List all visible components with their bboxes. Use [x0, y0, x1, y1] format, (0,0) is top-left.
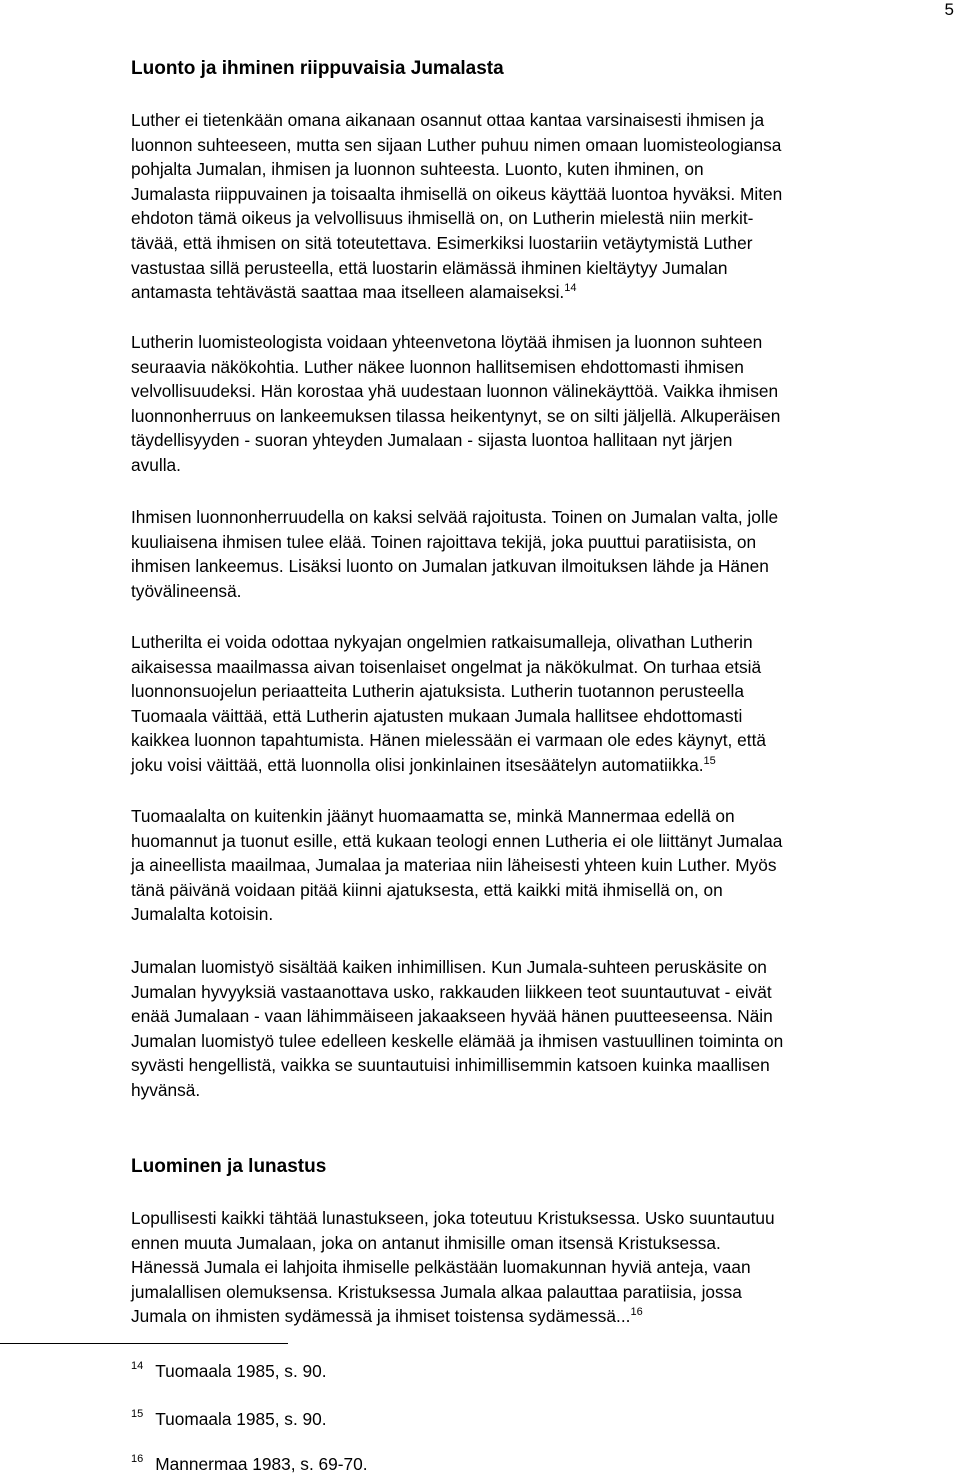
- text-line: aikaisessa maailmassa aivan toisenlaiset ongelmat ja näkökulmat. On turhaa etsiä: [131, 656, 762, 677]
- paragraph-5: [131, 804, 960, 927]
- page-number: 5: [944, 0, 954, 19]
- footnote-ref[interactable]: 14: [564, 282, 577, 295]
- text-line: ja aineellista maailmaa, Jumalaa ja materiaa niin läheisesti yhteen kuin Luther. Myös: [131, 855, 777, 876]
- footnote-16: [131, 1448, 368, 1475]
- paragraph-6: [131, 955, 960, 1103]
- footnote-ref[interactable]: 16: [630, 1306, 643, 1319]
- footnote-ref[interactable]: 15: [703, 754, 716, 767]
- text-line: ehdoton tämä oikeus ja velvollisuus ihmisellä on, on Lutherin mielestä niin merkit-: [131, 208, 754, 229]
- text-line: joku voisi väittää, että luonnolla olisi jonkinlainen itsesäätelyn automatiikka.: [131, 754, 704, 775]
- paragraph-1: [131, 108, 960, 305]
- text-line: Luther ei tietenkään omana aikanaan osannut ottaa kantaa varsinaisesti ihmisen ja: [131, 110, 765, 130]
- text-line: tänä päivänä voidaan pitää kiinni ajatuksesta, että kaikki mitä ihmisellä on, on: [131, 879, 723, 900]
- text-line: luonnonherruus on lankeemuksen tilassa heikentynyt, se on silti jäljellä. Alkuperäisen: [131, 405, 781, 426]
- text-line: luonnonsuojelun periaatteita Lutherin ajatuksista. Lutherin tuotannon perusteella: [131, 681, 744, 702]
- text-line: Tuomaalalta on kuitenkin jäänyt huomaamatta se, minkä Mannermaa edellä on: [131, 806, 735, 826]
- text-line: pohjalta Jumalan, ihmisen ja luonnon suhteesta. Luonto, kuten ihminen, on: [131, 159, 704, 180]
- text-line: luonnon suhteeseen, mutta sen sijaan Luther puhuu nimen omaan luomisteologiansa: [131, 134, 782, 155]
- text-line: Jumala on ihmisten sydämessä ja ihmiset toistensa sydämessä...: [131, 1306, 631, 1327]
- text-line: ihmisen lankeemus. Lisäksi luonto on Jumalan jatkuvan ilmoituksen lähde ja Hänen: [131, 556, 769, 577]
- footnote-text: Mannermaa 1983, s. 69-70.: [155, 1454, 368, 1474]
- text-line: vastustaa sillä perusteella, että luostarin elämässä ihminen kieltäytyy Jumalan: [131, 257, 728, 278]
- text-line: avulla.: [131, 454, 181, 475]
- paragraph-3: [131, 505, 960, 603]
- text-line: Ihmisen luonnonherruudella on kaksi selvää rajoitusta. Toinen on Jumalan valta, jolle: [131, 507, 779, 527]
- footnote-number: 16: [131, 1453, 144, 1465]
- text-line: Tuomaala väittää, että Lutherin ajatusten mukaan Jumala hallitsee ehdottomasti: [131, 705, 743, 726]
- footnote-15: [131, 1403, 327, 1430]
- text-line: enää Jumalaan - vaan lähimmäiseen jakaakseen hyvää hänen puutteeseensa. Näin: [131, 1006, 773, 1027]
- footnote-14: [131, 1355, 327, 1382]
- text-line: velvollisuudeksi. Hän korostaa yhä uudestaan luonnon välinekäyttöä. Vaikka ihmisen: [131, 381, 779, 402]
- footnote-text: Tuomaala 1985, s. 90.: [155, 1361, 327, 1381]
- text-line: ennen muuta Jumalaan, joka on antanut ihmisille oman itsensä Kristuksessa.: [131, 1232, 721, 1253]
- text-line: Jumalan hyvyyksiä vastaanottava usko, rakkauden liikkeen teot suuntautuvat - eivät: [131, 981, 772, 1002]
- text-line: Jumalan luomistyö tulee edelleen keskelle elämää ja ihmisen vastuullinen toiminta on: [131, 1030, 784, 1051]
- text-line: antamasta tehtävästä saattaa maa itselleen alamaiseksi.: [131, 282, 565, 303]
- text-line: Lutherilta ei voida odottaa nykyajan ongelmien ratkaisumalleja, olivathan Lutherin: [131, 632, 753, 652]
- text-line: huomannut ja tuonut esille, että kukaan teologi ennen Lutheria ei ole liittänyt Jumalaa: [131, 830, 783, 851]
- text-line: täydellisyyden - suoran yhteyden Jumalaan - sijasta luontoa hallitaan nyt järjen: [131, 430, 733, 451]
- footnote-separator: [0, 1343, 288, 1344]
- text-line: jumalallisen olemuksensa. Kristuksessa Jumala alkaa palauttaa paratiisia, jossa: [131, 1281, 742, 1302]
- section-heading-luonto: Luonto ja ihminen riippuvaisia Jumalasta: [131, 58, 504, 79]
- text-line: Lutherin luomisteologista voidaan yhteenvetona löytää ihmisen ja luonnon suhteen: [131, 332, 763, 352]
- text-line: Jumalalta kotoisin.: [131, 904, 274, 925]
- footnote-text: Tuomaala 1985, s. 90.: [155, 1409, 327, 1429]
- text-line: Jumalasta riippuvainen ja toisaalta ihmisellä on oikeus käyttää luontoa hyväksi. Miten: [131, 183, 783, 204]
- paragraph-4: [131, 630, 960, 778]
- footnote-number: 15: [131, 1408, 144, 1420]
- footnote-number: 14: [131, 1360, 144, 1372]
- text-line: hyvänsä.: [131, 1079, 201, 1100]
- paragraph-7: [131, 1206, 960, 1329]
- section-heading-luominen: Luominen ja lunastus: [131, 1156, 327, 1177]
- text-line: syvästi hengellistä, vaikka se suuntautuisi inhimillisemmin katsoen kuinka maallisen: [131, 1055, 770, 1076]
- text-line: seuraavia näkökohtia. Luther näkee luonnon hallitsemisen ehdottomasti ihmisen: [131, 356, 744, 377]
- text-line: tävää, että ihmisen on sitä toteutettava. Esimerkiksi luostariin vetäytymistä Luther: [131, 232, 753, 253]
- text-line: kuuliaisena ihmisen tulee elää. Toinen rajoittava tekijä, joka puuttui paratiisista, on: [131, 531, 757, 552]
- paragraph-2: [131, 330, 960, 478]
- text-line: Jumalan luomistyö sisältää kaiken inhimillisen. Kun Jumala-suhteen peruskäsite on: [131, 957, 767, 977]
- text-line: työvälineensä.: [131, 580, 242, 601]
- text-line: kaikkea luonnon tapahtumista. Hänen mielessään ei varmaan ole edes käynyt, että: [131, 730, 766, 751]
- text-line: Hänessä Jumala ei lahjoita ihmiselle pelkästään luomakunnan hyviä anteja, vaan: [131, 1257, 751, 1278]
- text-line: Lopullisesti kaikki tähtää lunastukseen, joka toteutuu Kristuksessa. Usko suuntautuu: [131, 1208, 775, 1228]
